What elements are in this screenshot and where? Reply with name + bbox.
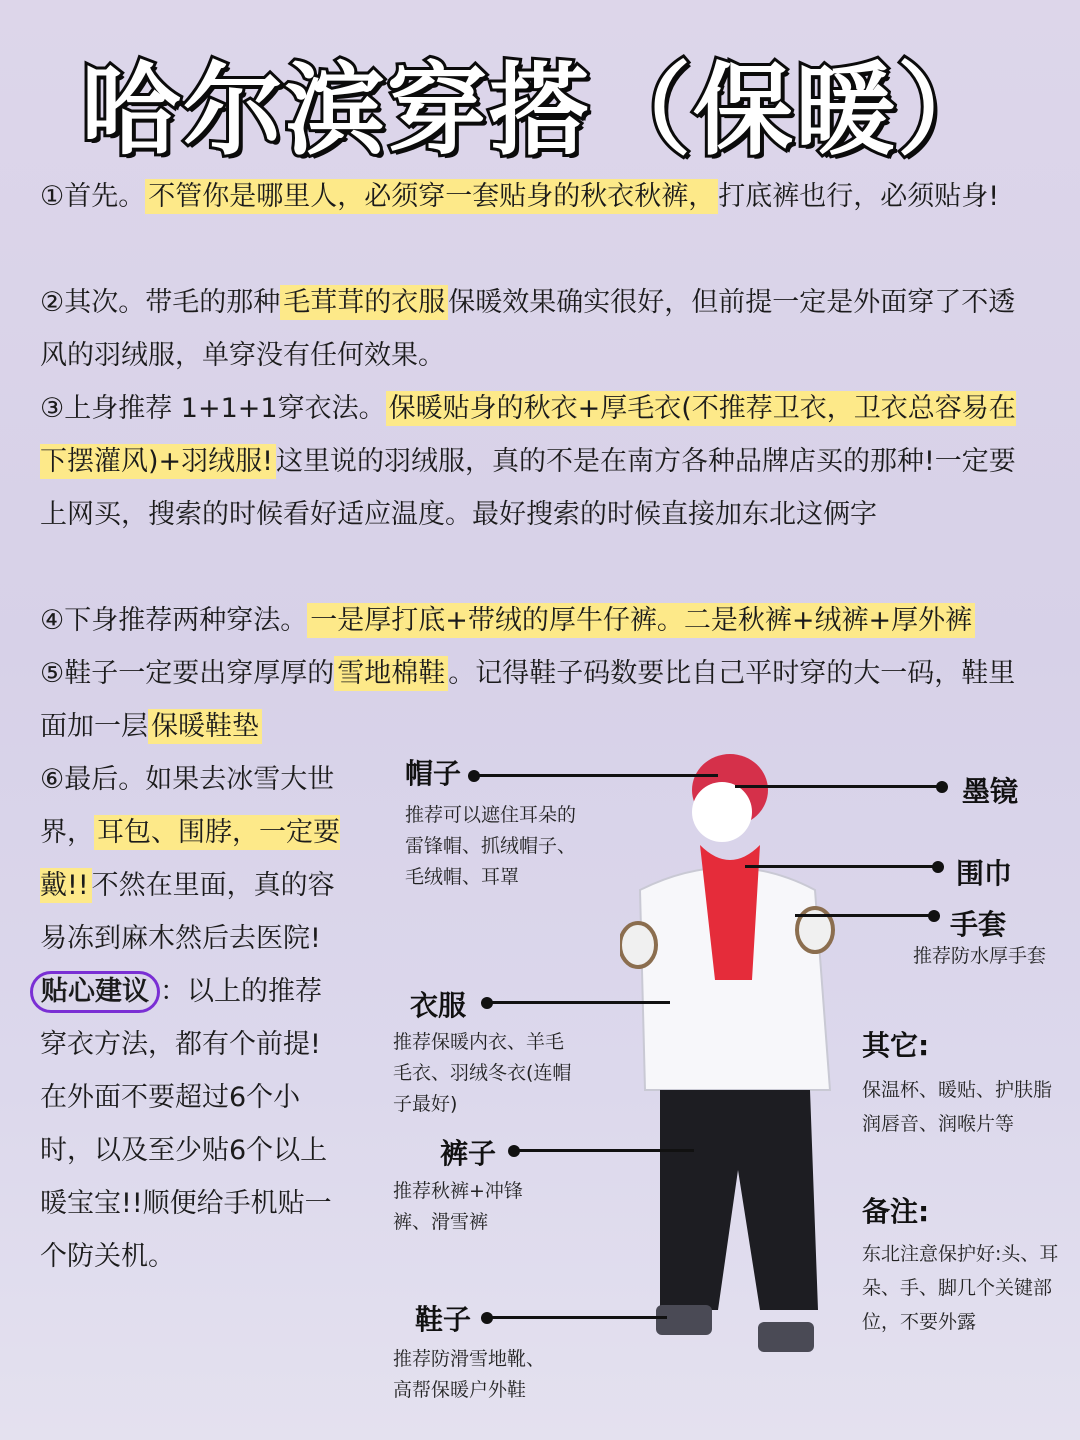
left-glove [620, 923, 656, 967]
clothes-desc-line: 毛衣、羽绒冬衣(连帽 [393, 1062, 572, 1084]
note-desc-line: 东北注意保护好:头、耳 [862, 1243, 1059, 1265]
shoes-desc-line: 推荐防滑雪地靴、 [393, 1348, 546, 1370]
pants-shape [660, 1090, 818, 1310]
point-2-intro: ②其次。带毛的那种 [40, 287, 281, 318]
clothes-desc-line: 子最好) [393, 1093, 458, 1115]
point-4 [40, 594, 1040, 647]
point-4-intro: ④下身推荐两种穿法。 [40, 605, 308, 636]
face-mask [692, 782, 752, 842]
other-desc-line: 保温杯、暖贴、护肤脂 [862, 1079, 1053, 1101]
scarf-dot [932, 861, 944, 873]
note-desc-line: 位，不要外露 [862, 1311, 977, 1333]
point-6-intro: ⑥最后。如果去冰雪大世界， [40, 764, 335, 848]
hat-desc-line: 雷锋帽、抓绒帽子、 [405, 835, 577, 857]
label-scarf: 围巾 [956, 857, 1013, 890]
point-2-highlight: 毛茸茸的衣服 [280, 285, 448, 320]
shoes-line [487, 1316, 667, 1319]
point-5-middle: 。记得鞋子码数要比自己平时穿的大一码，鞋里面加一层 [40, 658, 1016, 742]
shoes-desc-line: 高帮保暖户外鞋 [393, 1379, 527, 1401]
tip-label: 贴心建议 [30, 971, 160, 1013]
clothes-desc [393, 1027, 571, 1120]
pants-line [514, 1149, 694, 1152]
shoes-desc [393, 1344, 545, 1406]
left-column [40, 753, 340, 1283]
point-2-rest: 保暖效果确实很好，但前提一定是外面穿了不透风的羽绒服，单穿没有任何效果。 [40, 287, 1016, 371]
point-5-intro: ⑤鞋子一定要出穿厚厚的 [40, 658, 335, 689]
label-shoes: 鞋子 [415, 1303, 472, 1336]
gloves-dot [928, 910, 940, 922]
hat-desc-line: 推荐可以遮住耳朵的 [405, 804, 577, 826]
point-5 [40, 647, 1040, 753]
note-desc [862, 1237, 1058, 1339]
note-desc-line: 朵、手、脚几个关键部 [862, 1277, 1053, 1299]
clothes-line [487, 1001, 670, 1004]
clothes-desc-line: 推荐保暖内衣、羊毛 [393, 1031, 565, 1053]
point-6-highlight: 耳包、围脖，一定要戴!! [40, 817, 340, 901]
label-gloves: 手套 [950, 908, 1007, 941]
point-6-rest: 不然在里面，真的容易冻到麻木然后去医院! [40, 870, 335, 954]
pants-desc [393, 1176, 523, 1238]
point-5-highlight-boots: 雪地棉鞋 [334, 656, 448, 691]
other-desc [862, 1073, 1052, 1141]
label-glasses: 墨镜 [962, 775, 1019, 808]
label-other: 其它: [862, 1029, 930, 1062]
page-title: 哈尔滨穿搭（保暖） [81, 52, 999, 169]
gloves-line [795, 914, 930, 917]
glasses-line [735, 785, 940, 788]
point-6 [40, 753, 340, 965]
tip-text: ：以上的推荐穿衣方法，都有个前提!在外面不要超过6个小时，以及至少贴6个以上暖宝宝!!顺便给手机贴一个防关机。 [40, 976, 332, 1272]
label-hat: 帽子 [405, 757, 462, 790]
label-pants: 裤子 [440, 1137, 497, 1170]
point-1-highlight: 不管你是哪里人，必须穿一套贴身的秋衣秋裤， [145, 179, 718, 214]
pants-desc-line: 推荐秋裤+冲锋 [393, 1180, 523, 1202]
left-boot [656, 1305, 712, 1335]
label-clothes: 衣服 [410, 989, 467, 1022]
point-5-highlight-insoles: 保暖鞋垫 [148, 709, 262, 744]
hat-desc [405, 800, 576, 893]
skier-figure [620, 750, 850, 1380]
label-note: 备注: [862, 1195, 930, 1228]
scarf-line [745, 865, 935, 868]
hat-desc-line: 毛绒帽、耳罩 [405, 866, 520, 888]
gloves-desc: 推荐防水厚手套 [913, 945, 1047, 967]
hat-line [474, 774, 718, 777]
tip [40, 965, 340, 1283]
point-3-rest: 这里说的羽绒服，真的不是在南方各种品牌店买的那种!一定要上网买，搜索的时候看好适应温度。最好搜索的时候直接加东北这俩字 [40, 446, 1016, 530]
right-boot [758, 1322, 814, 1352]
point-4-highlight: 一是厚打底+带绒的厚牛仔裤。二是秋裤+绒裤+厚外裤 [307, 603, 975, 638]
pants-desc-line: 裤、滑雪裤 [393, 1211, 489, 1233]
point-3-highlight: 保暖贴身的秋衣+厚毛衣(不推荐卫衣，卫衣总容易在下摆灌风)+羽绒服! [40, 393, 1016, 477]
glasses-dot [936, 781, 948, 793]
point-3 [40, 382, 1040, 541]
point-2 [40, 276, 1040, 382]
point-1-intro: ①首先。 [40, 181, 146, 212]
point-3-intro: ③上身推荐 1+1+1穿衣法。 [40, 393, 386, 424]
point-1 [40, 170, 1040, 223]
point-1-rest: 打底裤也行，必须贴身! [718, 181, 1000, 212]
other-desc-line: 润唇音、润喉片等 [862, 1113, 1015, 1135]
